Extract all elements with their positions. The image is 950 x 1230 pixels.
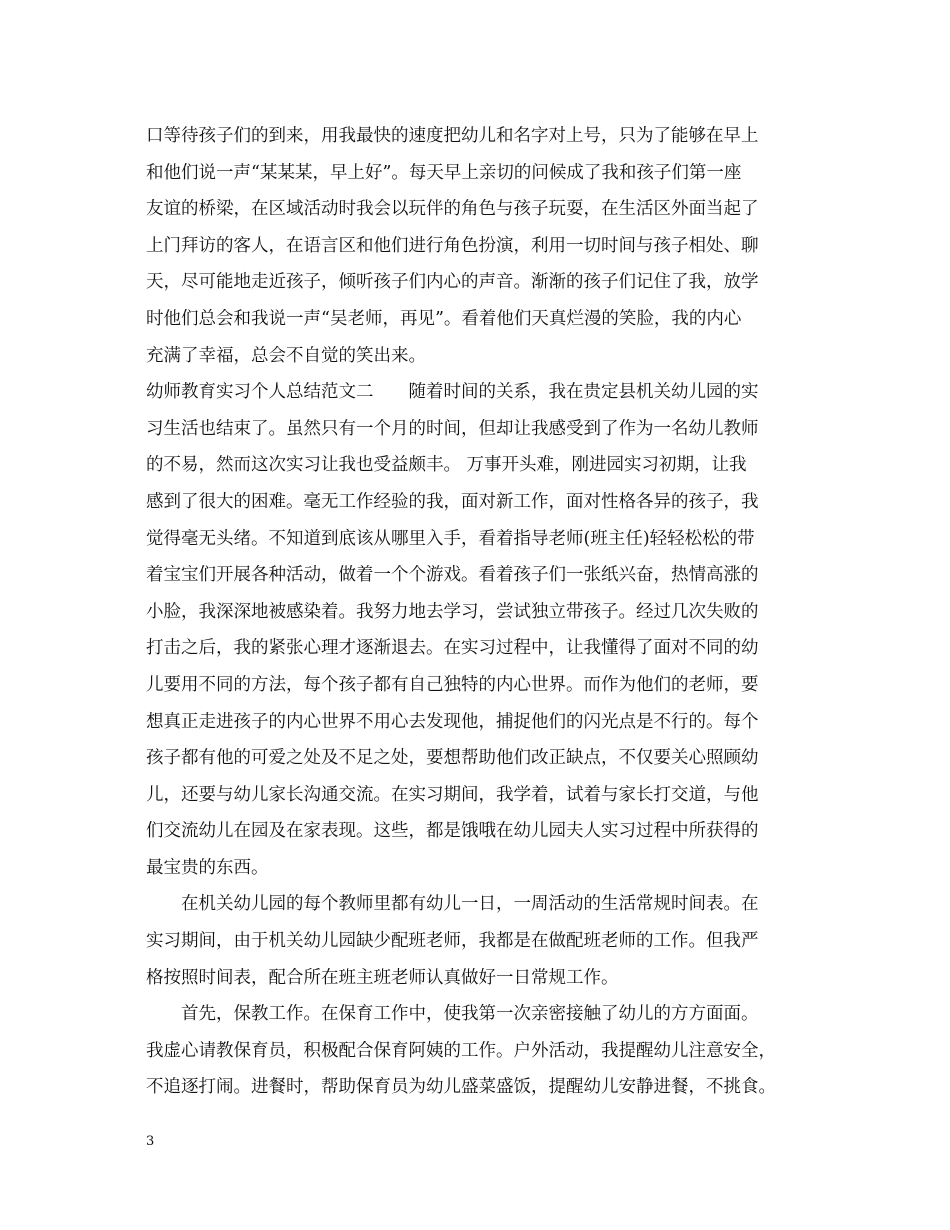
text-line: 和他们说一声“某某某，早上好”。每天早上亲切的问候成了我和孩子们第一座 xyxy=(146,162,742,183)
text-line: 想真正走进孩子的内心世界不用心去发现他，捕捉他们的闪光点是不行的。每个 xyxy=(146,711,759,732)
text-line: 天，尽可能地走近孩子，倾听孩子们内心的声音。渐渐的孩子们记住了我，放学 xyxy=(146,272,759,293)
text-line: 儿，还要与幼儿家长沟通交流。在实习期间，我学着，试着与家长打交道，与他 xyxy=(146,784,759,805)
text-line: 实习期间，由于机关幼儿园缺少配班老师，我都是在做配班老师的工作。但我严 xyxy=(146,931,759,952)
text-line: 的不易，然而这次实习让我也受益颇丰。 万事开头难，刚进园实习初期，让我 xyxy=(146,455,747,476)
text-line: 孩子都有他的可爱之处及不足之处，要想帮助他们改正缺点，不仅要关心照顾幼 xyxy=(146,748,759,769)
text-line: 着宝宝们开展各种活动，做着一个个游戏。看着孩子们一张纸兴奋，热情高涨的 xyxy=(146,565,759,586)
text-line: 首先，保教工作。在保育工作中，使我第一次亲密接触了幼儿的方方面面。 xyxy=(146,1004,759,1025)
text-line: 时他们总会和我说一声“吴老师，再见”。看着他们天真烂漫的笑脸，我的内心 xyxy=(146,308,742,329)
text-line: 觉得毫无头绪。不知道到底该从哪里入手，看着指导老师(班主任)轻轻松松的带 xyxy=(146,528,755,549)
text-line: 上门拜访的客人，在语言区和他们进行角色扮演，利用一切时间与孩子相处、聊 xyxy=(146,235,759,256)
text-line: 习生活也结束了。虽然只有一个月的时间，但却让我感受到了作为一名幼儿教师 xyxy=(146,418,759,439)
page-number: 3 xyxy=(146,1134,155,1149)
text-line: 打击之后，我的紧张心理才逐渐退去。在实习过程中，让我懂得了面对不同的幼 xyxy=(146,638,759,659)
text-line: 不追逐打闹。进餐时，帮助保育员为幼儿盛菜盛饭，提醒幼儿安静进餐，不挑食。 xyxy=(146,1077,776,1098)
section-heading-line: 幼师教育实习个人总结范文二 随着时间的关系，我在贵定县机关幼儿园的实 xyxy=(146,382,759,403)
text-line: 我虚心请教保育员，积极配合保育阿姨的工作。户外活动，我提醒幼儿注意安全， xyxy=(146,1040,776,1061)
body-text xyxy=(146,118,806,1106)
text-line: 口等待孩子们的到来，用我最快的速度把幼儿和名字对上号，只为了能够在早上 xyxy=(146,126,759,146)
text-line: 最宝贵的东西。 xyxy=(146,857,269,878)
text-line: 格按照时间表，配合所在班主班老师认真做好一日常规工作。 xyxy=(146,967,619,988)
text-line: 感到了很大的困难。毫无工作经验的我，面对新工作，面对性格各异的孩子，我 xyxy=(146,491,759,512)
text-line: 们交流幼儿在园及在家表现。这些，都是饿哦在幼儿园夫人实习过程中所获得的 xyxy=(146,821,759,842)
text-line: 在机关幼儿园的每个教师里都有幼儿一日，一周活动的生活常规时间表。在 xyxy=(146,894,759,915)
text-line: 小脸，我深深地被感染着。我努力地去学习，尝试独立带孩子。经过几次失败的 xyxy=(146,601,759,622)
text-line: 充满了幸福，总会不自觉的笑出来。 xyxy=(146,345,426,366)
text-line: 友谊的桥梁，在区域活动时我会以玩伴的角色与孩子玩耍，在生活区外面当起了 xyxy=(146,199,759,220)
text-line: 儿要用不同的方法，每个孩子都有自己独特的内心世界。而作为他们的老师，要 xyxy=(146,674,759,695)
